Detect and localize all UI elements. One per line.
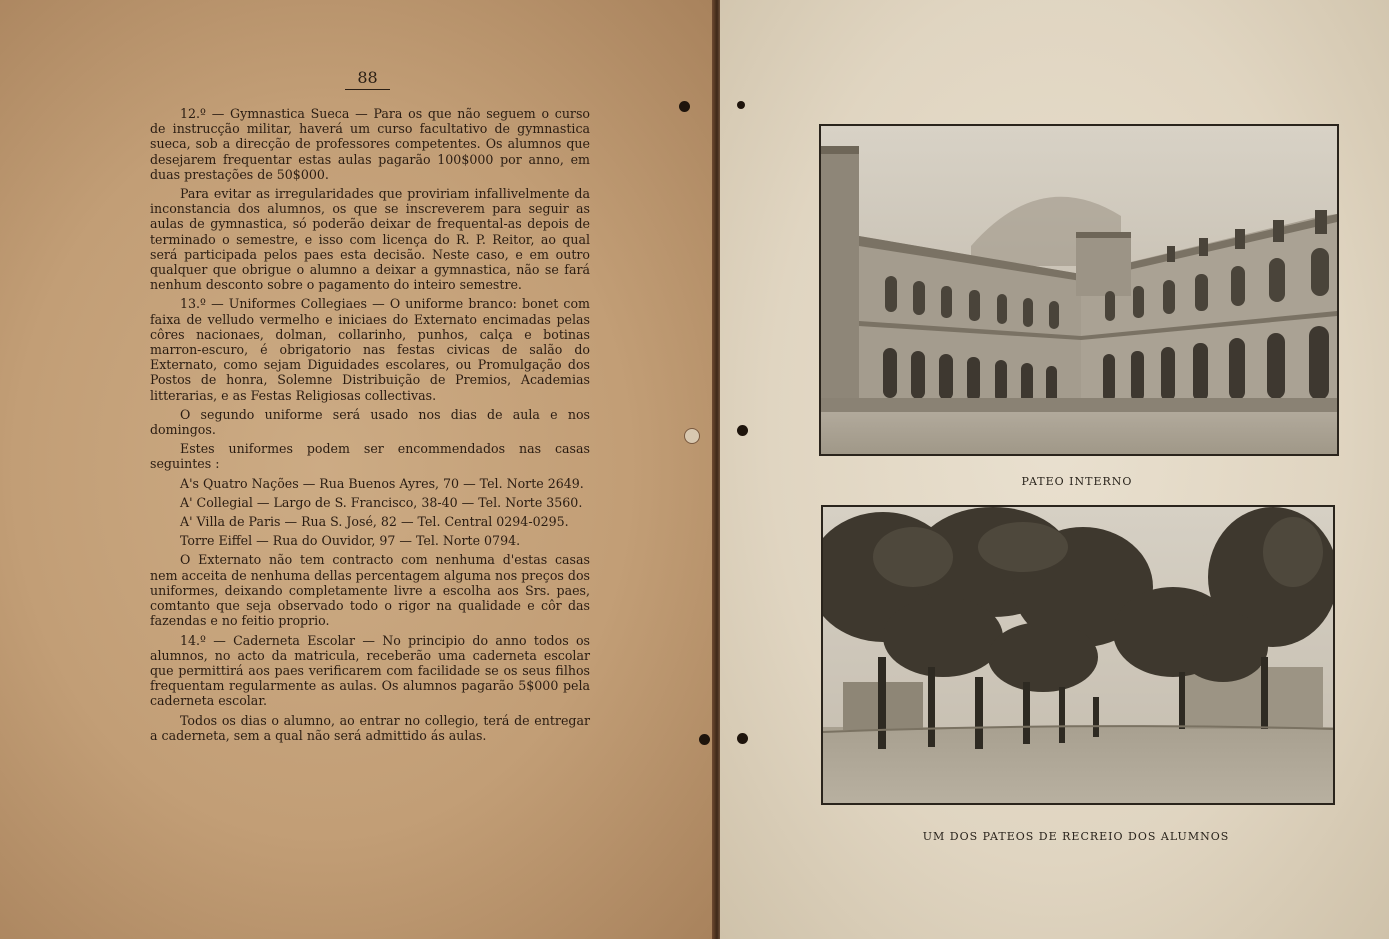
paragraph-shops-intro: Estes uniformes podem ser encommendados nas casas seguintes : [150, 441, 590, 472]
binding-hole [679, 101, 690, 112]
binding-hole [737, 101, 745, 109]
binding-hole [737, 733, 748, 744]
paragraph-second-uniform: O segundo uniforme será usado nos dias de aula e nos domingos. [150, 406, 590, 438]
paragraph-gymnastics: 12.º — Gymnastica Sueca — Para os que não seguem o curso de instrucção militar, haverá um curso facultativo de gymnastica sueca, sob a direcção de professores competentes. Os alumnos que desejarem frequentar estas aulas pagarão 100$000 por anno, em duas prestações de 50$000. [150, 106, 590, 182]
paragraph-gymnastics-rules: Para evitar as irregularidades que proviriam infallivelmente da inconstancia dos alumnos, os que se inscreverem para seguir as aulas de gymnastica, só poderão deixar de frequental-as depois de terminado o semestre, e isso com licença do R. P. Reitor, ao qual será participada pelos paes esta decisão. Neste caso, e em outro qualquer que obrigue o alumno a deixar a gymnastica, não se fará nenhum desconto sobre o pagamento do inteiro semestre. [150, 186, 590, 293]
text-column [150, 106, 590, 747]
photo-caption-recreation-yard: UM DOS PATEOS DE RECREIO DOS ALUMNOS [922, 830, 1230, 843]
binding-hole [699, 734, 710, 745]
paragraph-uniforms: 13.º — Uniformes Collegiaes — O uniforme branco: bonet com faixa de velludo vermelho e iniciaes do Externato encimadas pelas côres nacionaes, dolman, collarinho, punhos, calça e botinas marron-escuro, é obrigatorio nas festas civicas de salão do Externato, como sejam Diguidades escolares, ou Promulgação dos Postos de honra, Solemne Distribuição de Premios, Academias litterarias, e as Festas Religiosas collectivas. [150, 296, 590, 403]
shop-collegial: A' Collegial — Largo de S. Francisco, 38-40 — Tel. Norte 3560. [180, 494, 583, 510]
page-number: 88 [345, 68, 390, 90]
binding-hole [684, 428, 700, 444]
paragraph-caderneta: 14.º — Caderneta Escolar — No principio do anno todos os alumnos, no acto da matricula, receberão uma caderneta escolar que permittirá aos paes verificarem com facilidade se os seus filhos frequentam regularmente as aulas. Os alumnos pagarão 5$000 pela caderneta escolar. [150, 632, 590, 709]
shop-villa-de-paris: A' Villa de Paris — Rua S. José, 82 — Tel. Central 0294-0295. [180, 514, 569, 530]
right-page [720, 0, 1389, 939]
paragraph-no-contract: O Externato não tem contracto com nenhuma d'estas casas nem acceita de nenhuma dellas percentagem alguma nos preços dos uniformes, deixando completamente livre a escolha aos Srs. paes, comtanto que seja observado todo o rigor na qualidade e côr das fazendas e no feitio proprio. [150, 552, 590, 629]
recreation-yard-photo [821, 505, 1335, 805]
binding-hole [737, 425, 748, 436]
shop-quatro-nacoes: A's Quatro Nações — Rua Buenos Ayres, 70 — Tel. Norte 2649. [180, 475, 584, 491]
photo-caption-courtyard: PATEO INTERNO [1021, 475, 1133, 488]
shop-torre-eiffel: Torre Eiffel — Rua do Ouvidor, 97 — Tel. Norte 0794. [180, 533, 521, 549]
courtyard-photo [819, 124, 1339, 456]
paragraph-daily-caderneta: Todos os dias o alumno, ao entrar no collegio, terá de entregar a caderneta, sem a qual não será admittido ás aulas. [150, 712, 590, 743]
